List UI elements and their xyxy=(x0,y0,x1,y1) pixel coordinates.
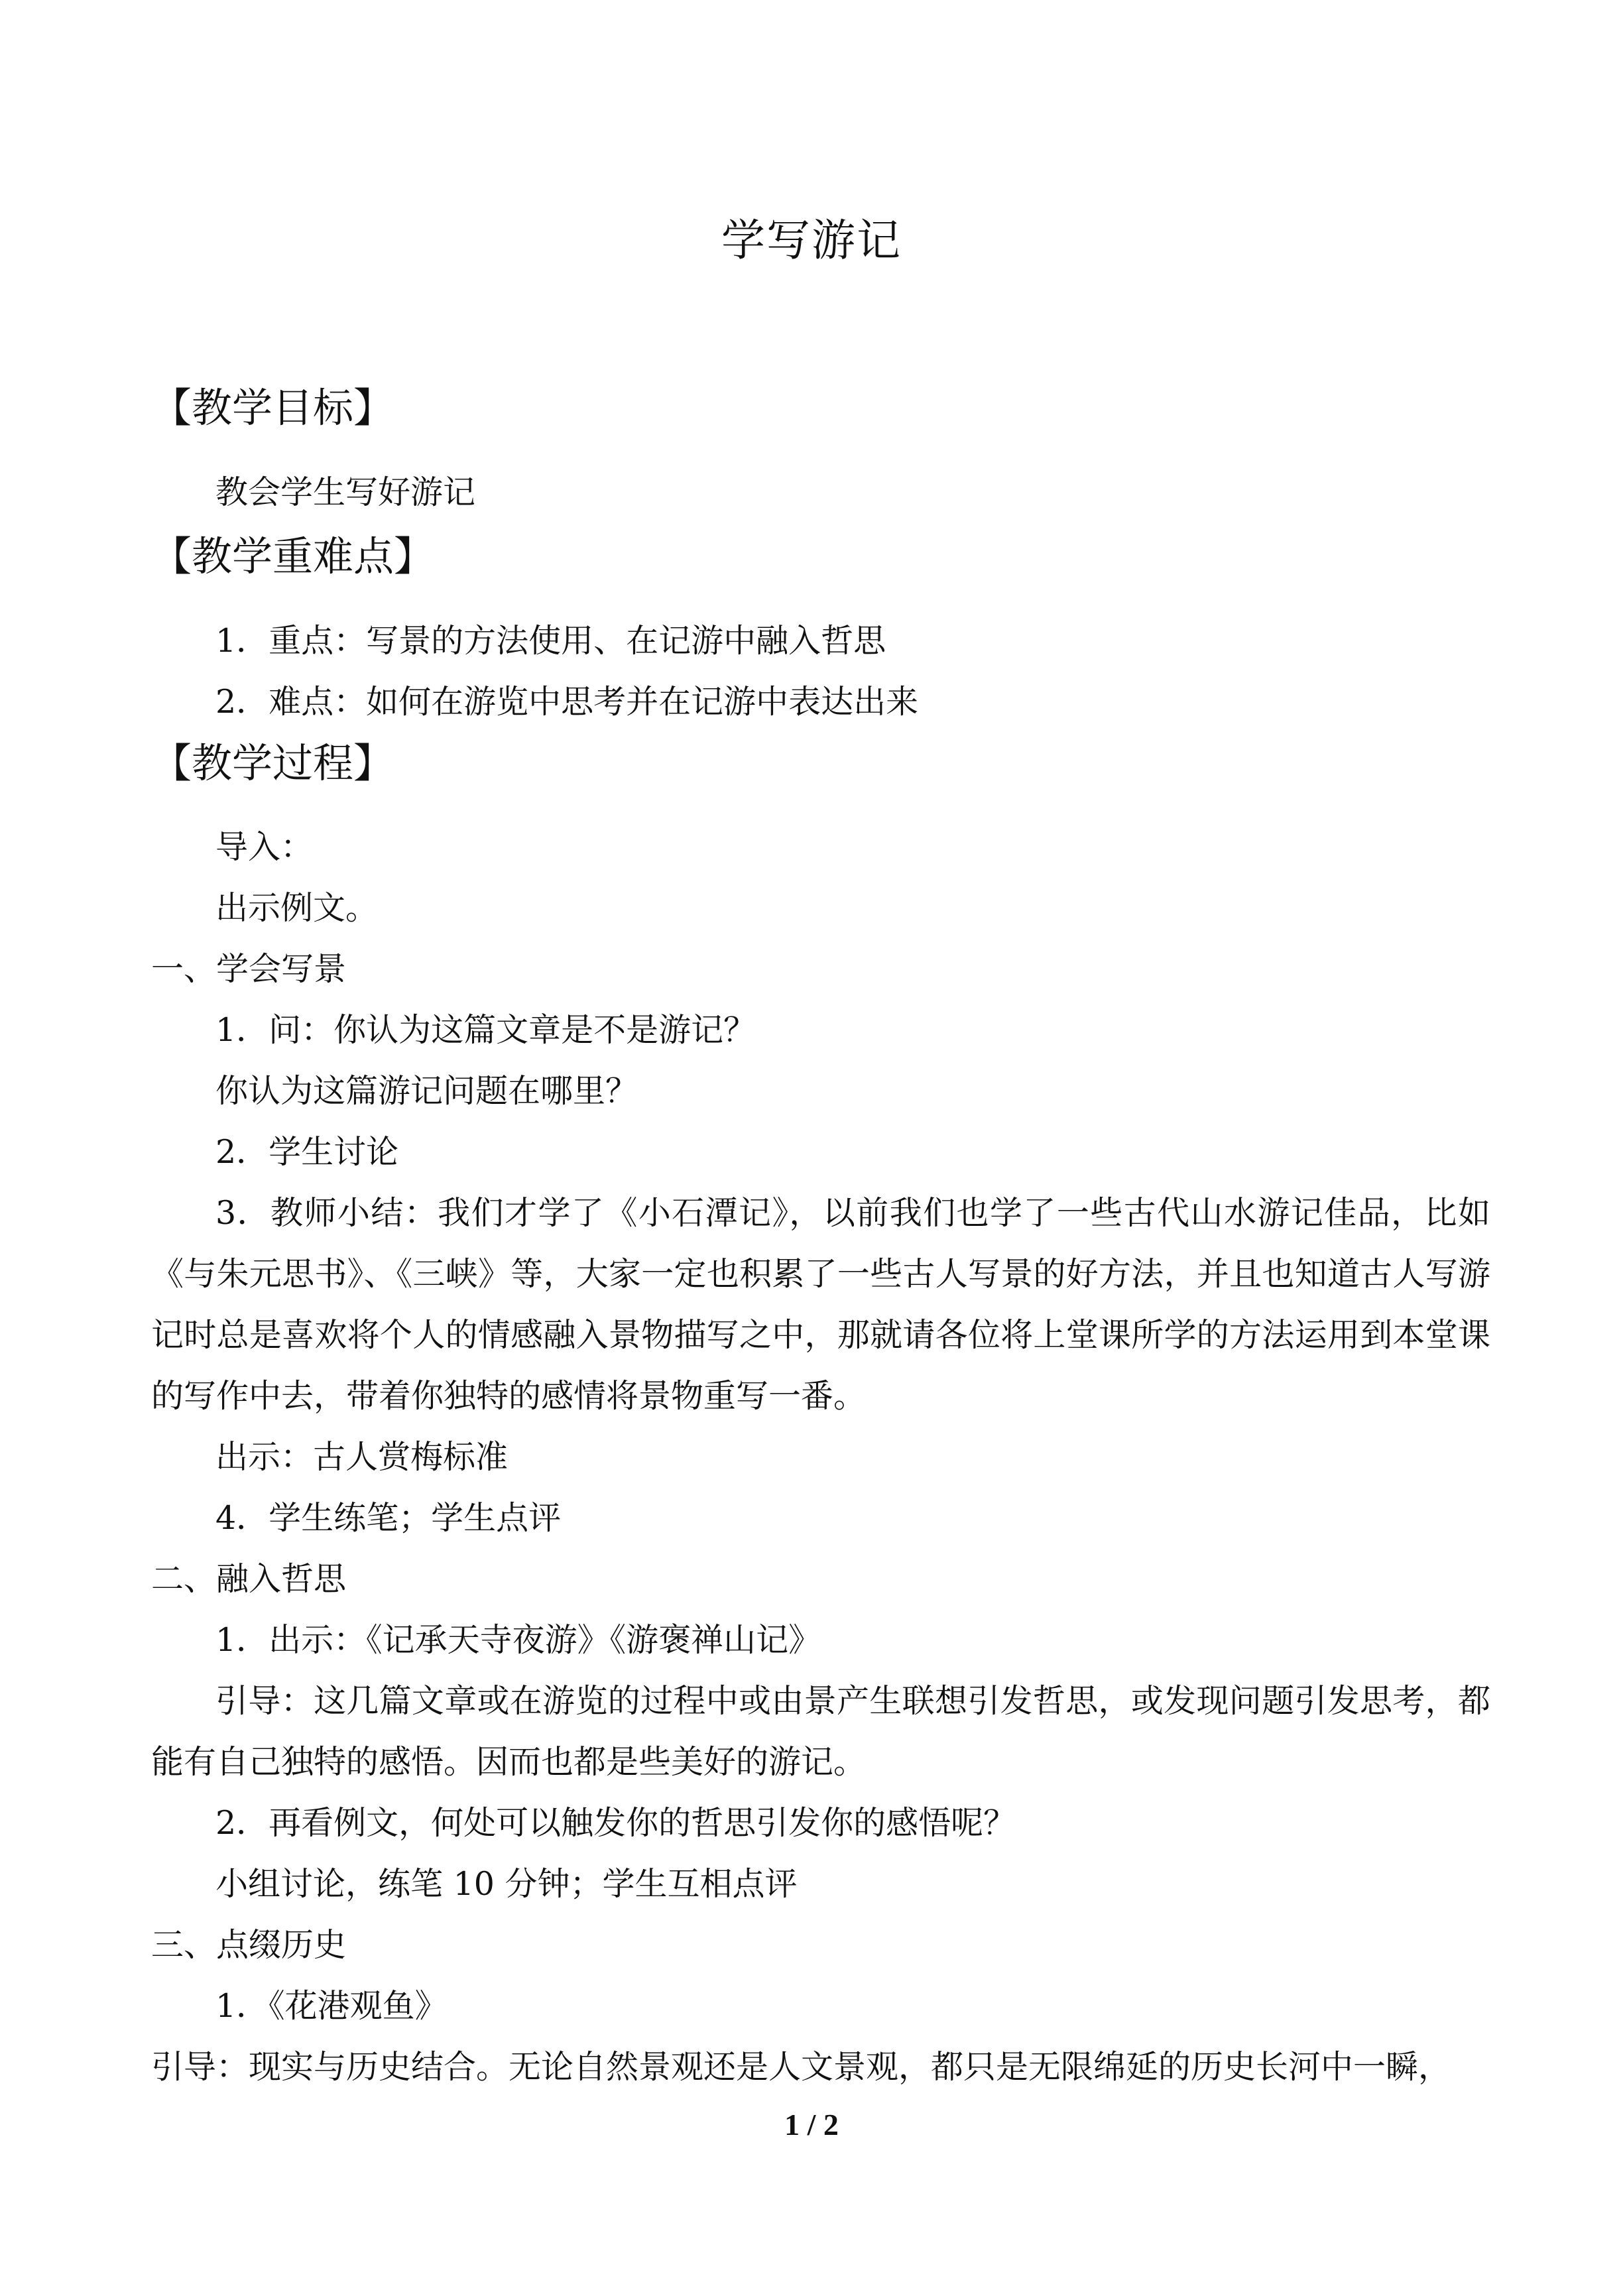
heading-teaching-process: 【教学过程】 xyxy=(151,740,394,787)
page-title: 学写游记 xyxy=(721,215,902,266)
part1-item-4: 4．学生练笔；学生点评 xyxy=(215,1499,562,1537)
part2-item-1: 1．出示：《记承天寺夜游》《游褒禅山记》 xyxy=(215,1621,821,1659)
part1-question-1b: 你认为这篇游记问题在哪里？ xyxy=(215,1072,638,1110)
part1-question-1: 1．问：你认为这篇文章是不是游记？ xyxy=(215,1011,756,1049)
part3-item-1: 1．《花港观鱼》 xyxy=(215,1987,448,2025)
part2-guide: 引导：这几篇文章或在游览的过程中或由景产生联想引发哲思，或发现问题引发思考，都能有自己独特的感悟。因而也都是些美好的游记。 xyxy=(151,1682,1490,1781)
part1-item-2: 2．学生讨论 xyxy=(215,1133,399,1171)
part2-heading: 二、融入哲思 xyxy=(151,1560,347,1598)
heading-key-points: 【教学重难点】 xyxy=(151,533,435,580)
show-example-line: 出示例文。 xyxy=(215,889,379,927)
part2-item-2: 2．再看例文，何处可以触发你的哲思引发你的感悟呢？ xyxy=(215,1804,1016,1842)
goals-text: 教会学生写好游记 xyxy=(215,473,476,511)
part3-guide: 引导：现实与历史结合。无论自然景观还是人文景观，都只是无限绵延的历史长河中一瞬， xyxy=(151,2048,1451,2086)
part3-heading: 三、点缀历史 xyxy=(151,1926,347,1964)
key-point-2: 2．难点：如何在游览中思考并在记游中表达出来 xyxy=(215,683,919,721)
part1-show-line: 出示：古人赏梅标准 xyxy=(215,1438,509,1476)
part1-heading: 一、学会写景 xyxy=(151,950,347,988)
part1-teacher-summary: 3．教师小结：我们才学了《小石潭记》，以前我们也学了一些古代山水游记佳品，比如《与朱元思书》、《三峡》等，大家一定也积累了一些古人写景的好方法，并且也知道古人写游记时总是喜欢将个人的情感融入景物描写之中，那就请各位将上堂课所学的方法运用到本堂课的写作中去，带着你独特的感情将景物重写一番。 xyxy=(151,1194,1490,1415)
intro-line: 导入： xyxy=(215,828,314,866)
heading-teaching-goals: 【教学目标】 xyxy=(151,385,394,432)
part2-group-discussion: 小组讨论，练笔 10 分钟；学生互相点评 xyxy=(215,1865,798,1903)
page-number: 1 / 2 xyxy=(784,2108,839,2142)
key-point-1: 1．重点：写景的方法使用、在记游中融入哲思 xyxy=(215,622,886,660)
